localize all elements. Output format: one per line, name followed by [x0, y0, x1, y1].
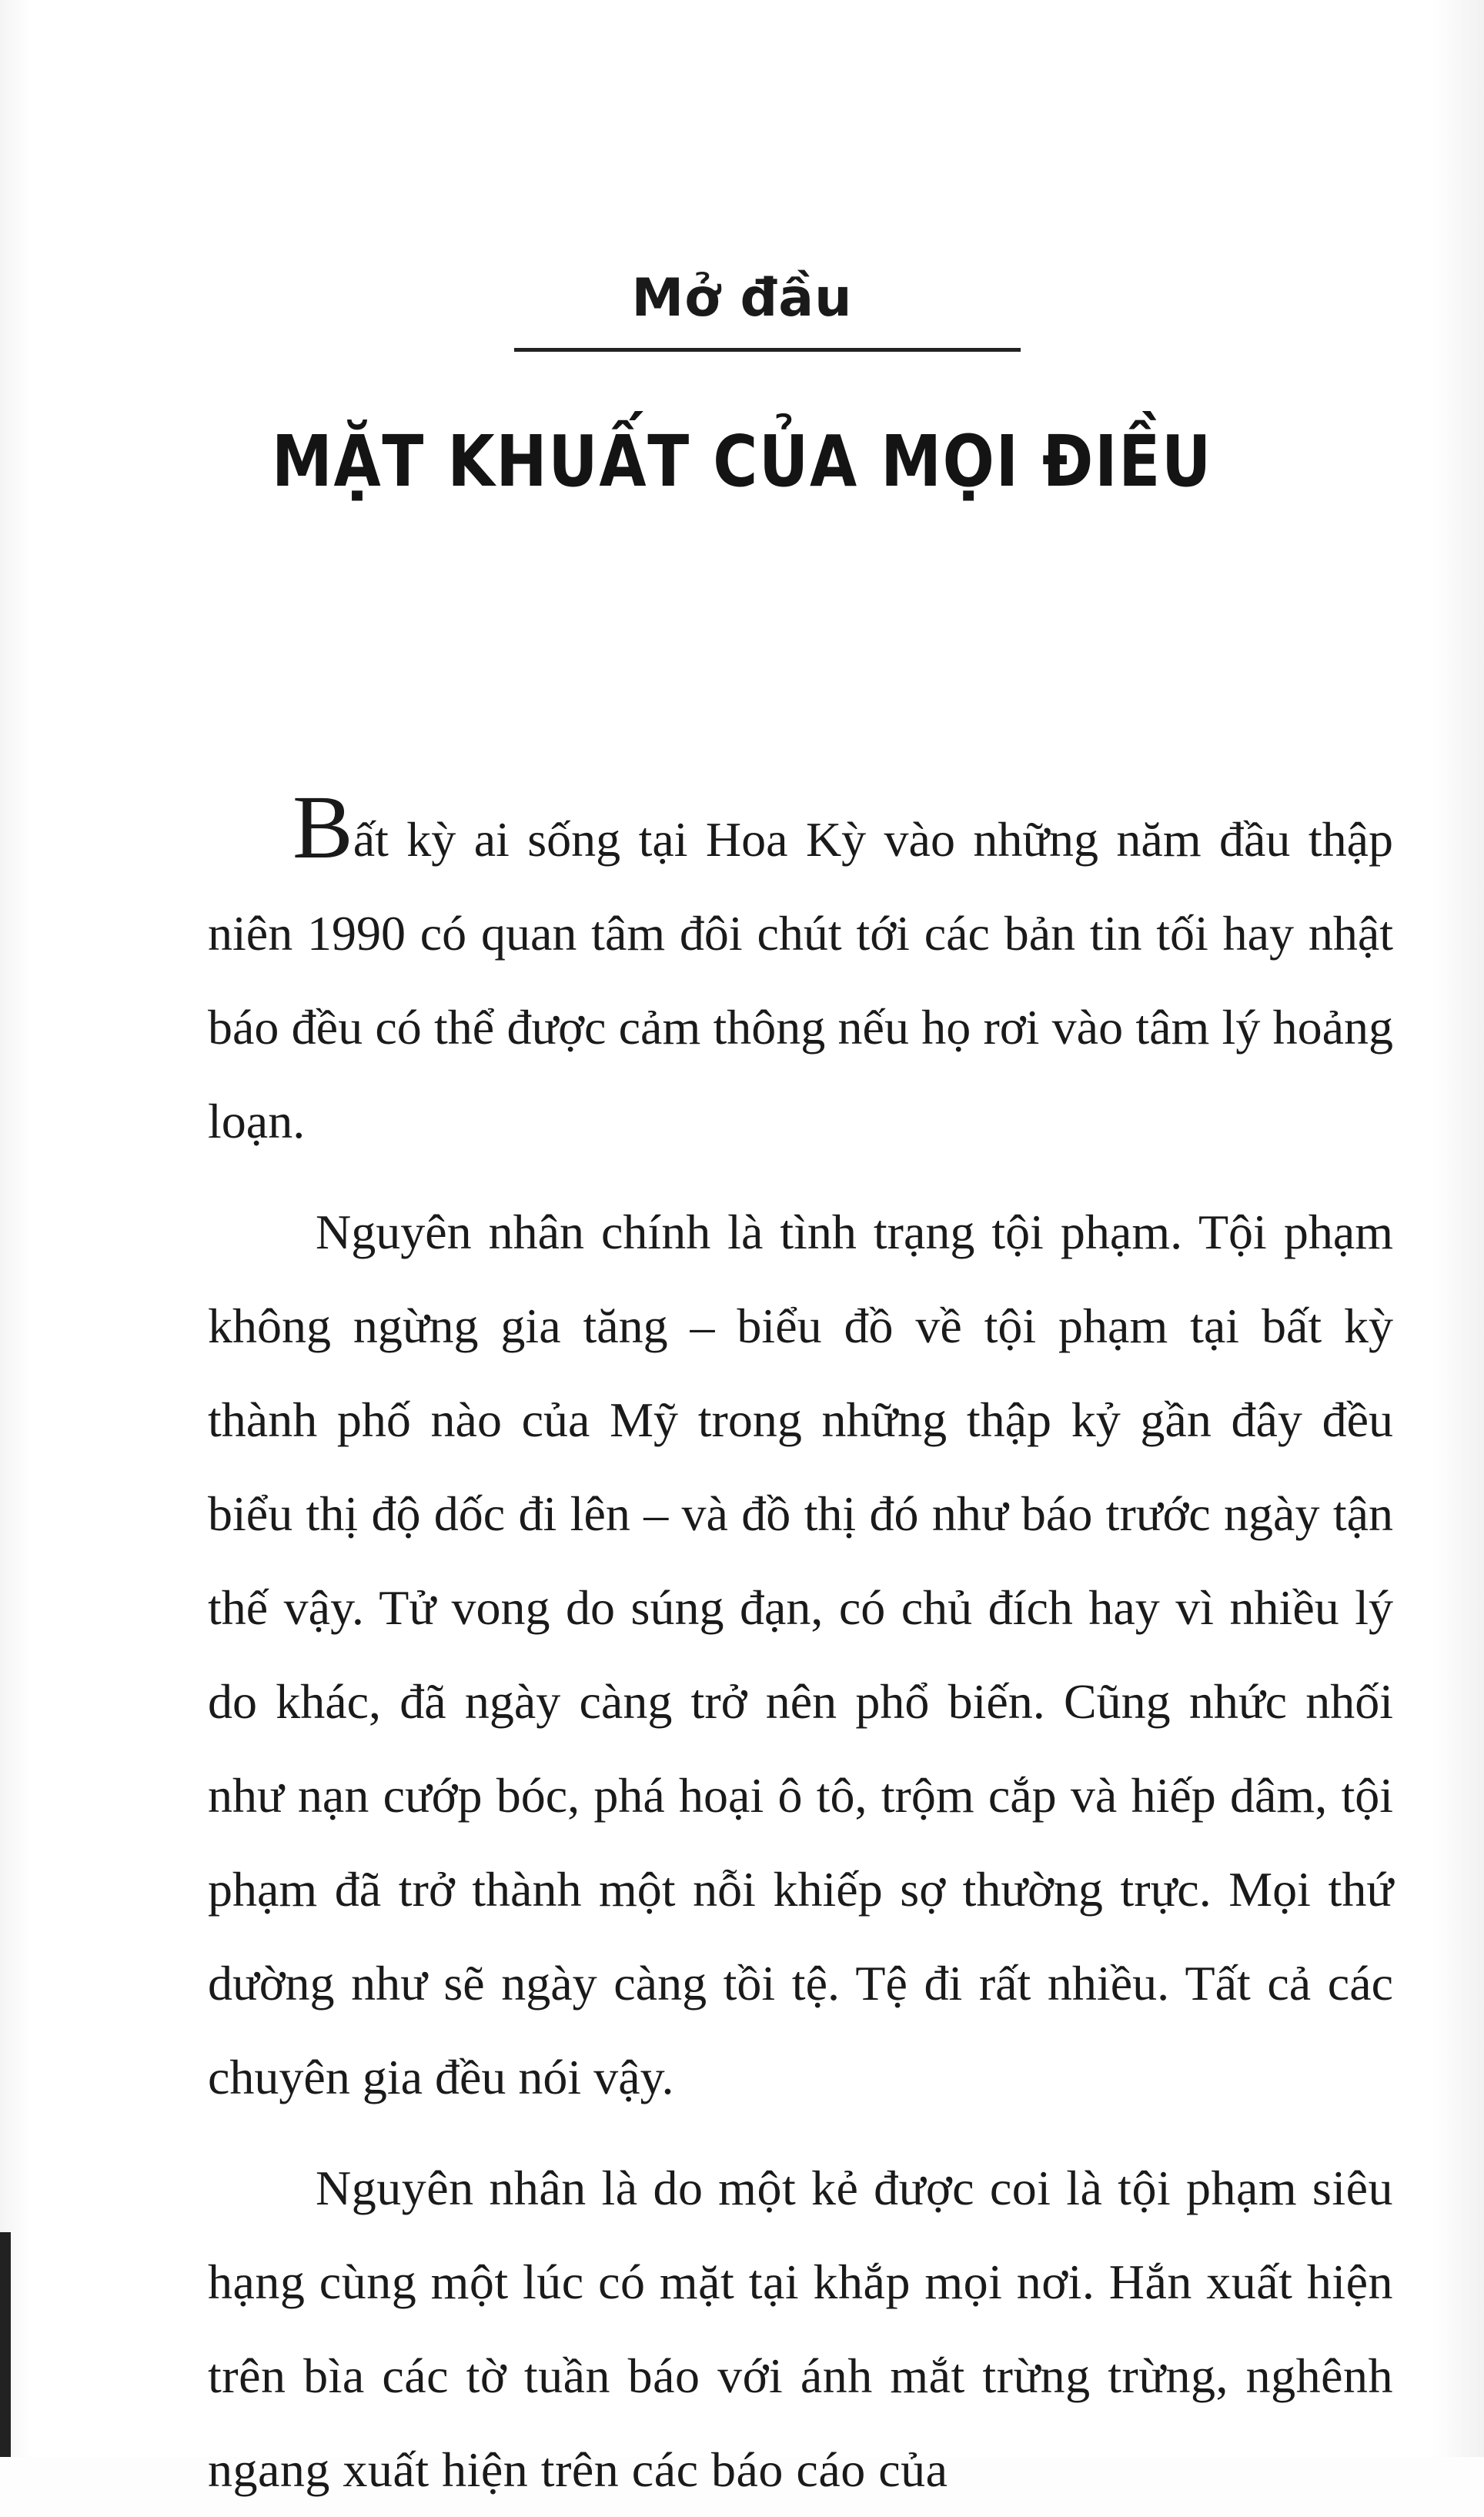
paragraph-3: Nguyên nhân là do một kẻ được coi là tội phạm siêu hạng cùng một lúc có mặt tại khắp mọi nơi. Hắn xuất hiện trên bìa các tờ tuần báo với ánh mắt trừng trừng, nghênh ngang xuất hiện trên các báo cáo của [208, 2161, 1393, 2497]
drop-cap: B [292, 777, 353, 877]
chapter-title: MẶT KHUẤT CỦA MỌI ĐIỀU [272, 420, 1212, 503]
chapter-divider-rule [514, 348, 1021, 352]
chapter-label: Mở đầu [631, 268, 853, 329]
paragraph-1 [208, 777, 1393, 1168]
paragraph-1-text: ất kỳ ai sống tại Hoa Kỳ vào những năm đầu thập niên 1990 có quan tâm đôi chút tới các bản tin tối hay nhật báo đều có thể được cảm thông nếu họ rơi vào tâm lý hoảng loạn. [208, 812, 1393, 1148]
body-text [208, 777, 1393, 2517]
paragraph-2: Nguyên nhân chính là tình trạng tội phạm. Tội phạm không ngừng gia tăng – biểu đồ về tội phạm tại bất kỳ thành phố nào của Mỹ trong những thập kỷ gần đây đều biểu thị độ dốc đi lên – và đồ thị đó như báo trước ngày tận thế vậy. Tử vong do súng đạn, có chủ đích hay vì nhiều lý do khác, đã ngày càng trở nên phổ biến. Cũng nhức nhối như nạn cướp bóc, phá hoại ô tô, trộm cắp và hiếp dâm, tội phạm đã trở thành một nỗi khiếp sợ thường trực. Mọi thứ dường như sẽ ngày càng tồi tệ. Tệ đi rất nhiều. Tất cả các chuyên gia đều nói vậy. [208, 1205, 1393, 2104]
page-edge-shadow [0, 2232, 11, 2457]
